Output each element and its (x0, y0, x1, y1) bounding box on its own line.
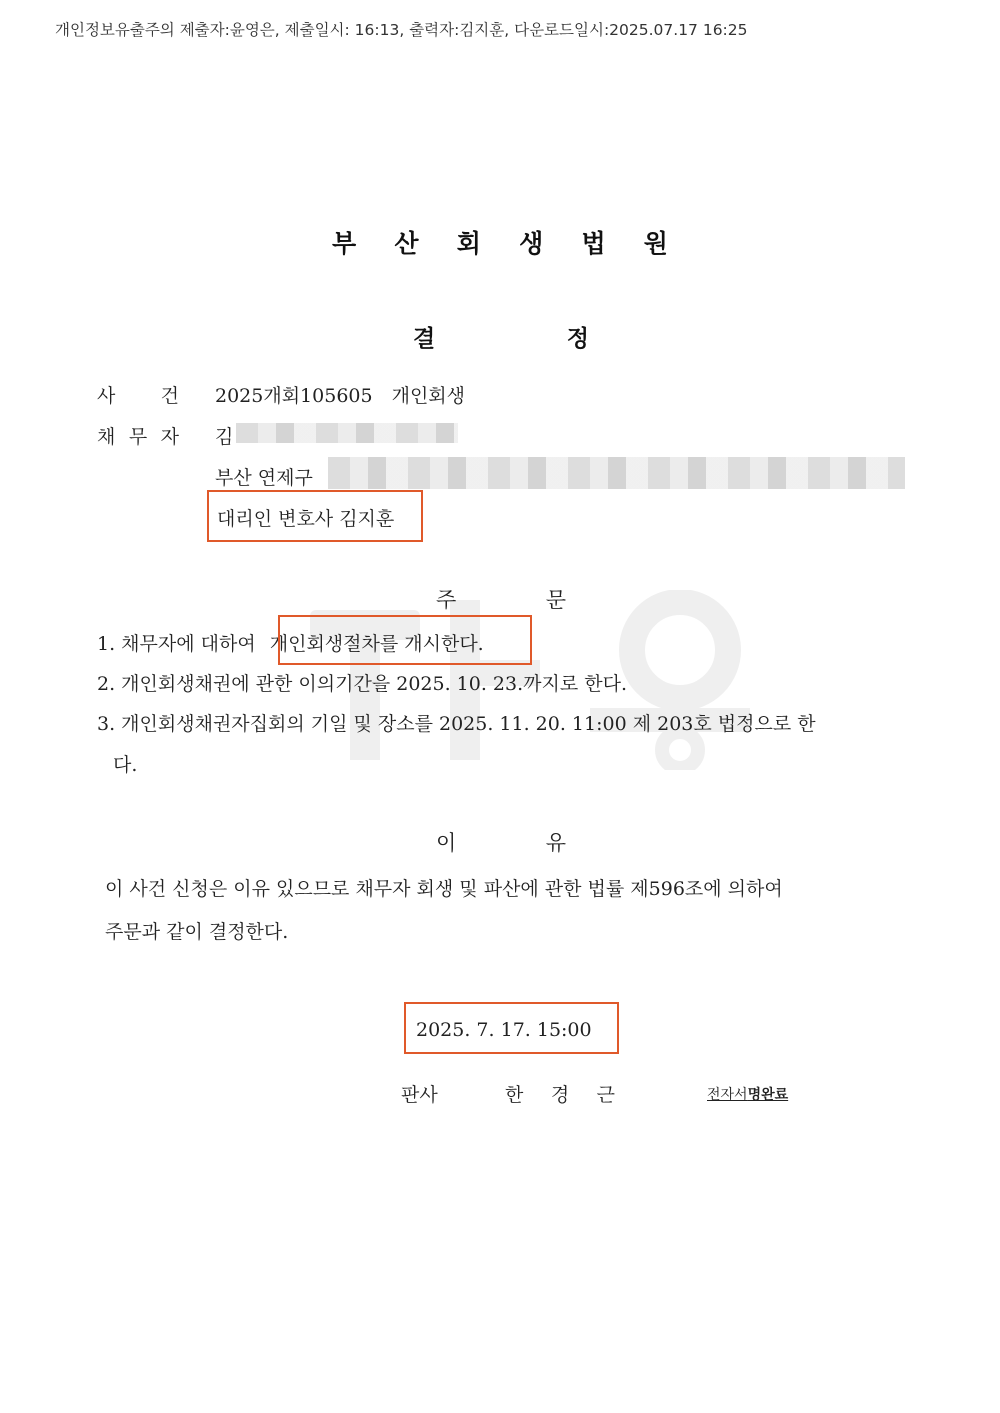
signature-prefix: 전자서 (707, 1087, 748, 1103)
decision-date: 2025. 7. 17. 15:00 (416, 1019, 592, 1041)
download-header: 개인정보유출주의 제출자:윤영은, 제출일시: 16:13, 출력자:김지훈, 다운로드일시:2025.07.17 16:25 (55, 21, 748, 39)
reason-line-1: 이 사건 신청은 이유 있으므로 채무자 회생 및 파산에 관한 법률 제596조에 의하여 (105, 878, 783, 900)
electronic-signature (707, 1084, 788, 1104)
debtor-agent: 대리인 변호사 김지훈 (217, 508, 395, 530)
order-heading (436, 584, 566, 614)
order-item-2: 2. 개인회생채권에 관한 이의기간을 2025. 10. 23.까지로 한다. (97, 673, 627, 695)
court-char: 산 (394, 229, 419, 258)
order-item-3: 3. 개인회생채권자집회의 기일 및 장소를 2025. 11. 20. 11:00 제 203호 법정으로 한 (97, 713, 816, 735)
debtor-label-char: 채 (97, 426, 116, 448)
redacted-name (236, 423, 458, 443)
case-label (97, 381, 179, 408)
court-char: 법 (581, 229, 606, 258)
reason-heading-char: 유 (545, 831, 566, 855)
case-label-char: 사 (97, 385, 116, 407)
order-heading-char: 주 (436, 588, 457, 612)
debtor-address: 부산 연제구 (215, 467, 313, 489)
highlight-box-date (404, 1002, 619, 1054)
order-item-1-decision: 개인회생절차를 개시한다. (269, 633, 484, 655)
document-title (413, 320, 589, 353)
court-name (332, 224, 668, 260)
debtor-label-char: 자 (160, 426, 179, 448)
judge-name-char: 근 (596, 1084, 615, 1106)
highlight-box-decision (278, 615, 532, 665)
judge-name (505, 1080, 615, 1107)
order-item-1-prefix: 1. 채무자에 대하여 (97, 633, 262, 655)
case-label-char: 건 (160, 385, 179, 407)
court-char: 원 (643, 229, 668, 258)
debtor-label-char: 무 (128, 426, 148, 448)
judge-title: 판사 (401, 1084, 438, 1106)
debtor-name: 김 (215, 426, 234, 448)
reason-heading-char: 이 (436, 831, 457, 855)
reason-heading (436, 827, 566, 857)
case-number: 2025개회105605 개인회생 (215, 385, 466, 407)
order-item-3-cont: 다. (113, 754, 138, 776)
redacted-address (328, 457, 905, 489)
title-char: 정 (566, 326, 589, 352)
title-char: 결 (413, 326, 436, 352)
highlight-box-agent (207, 490, 423, 542)
court-char: 회 (456, 229, 481, 258)
court-char: 생 (519, 229, 544, 258)
signature-complete: 명완료 (747, 1087, 789, 1103)
judge-name-char: 한 (505, 1084, 524, 1106)
judge-name-char: 경 (550, 1084, 570, 1106)
debtor-label (97, 422, 179, 449)
reason-line-2: 주문과 같이 결정한다. (105, 921, 289, 943)
order-heading-char: 문 (545, 588, 566, 612)
court-char: 부 (332, 229, 357, 258)
